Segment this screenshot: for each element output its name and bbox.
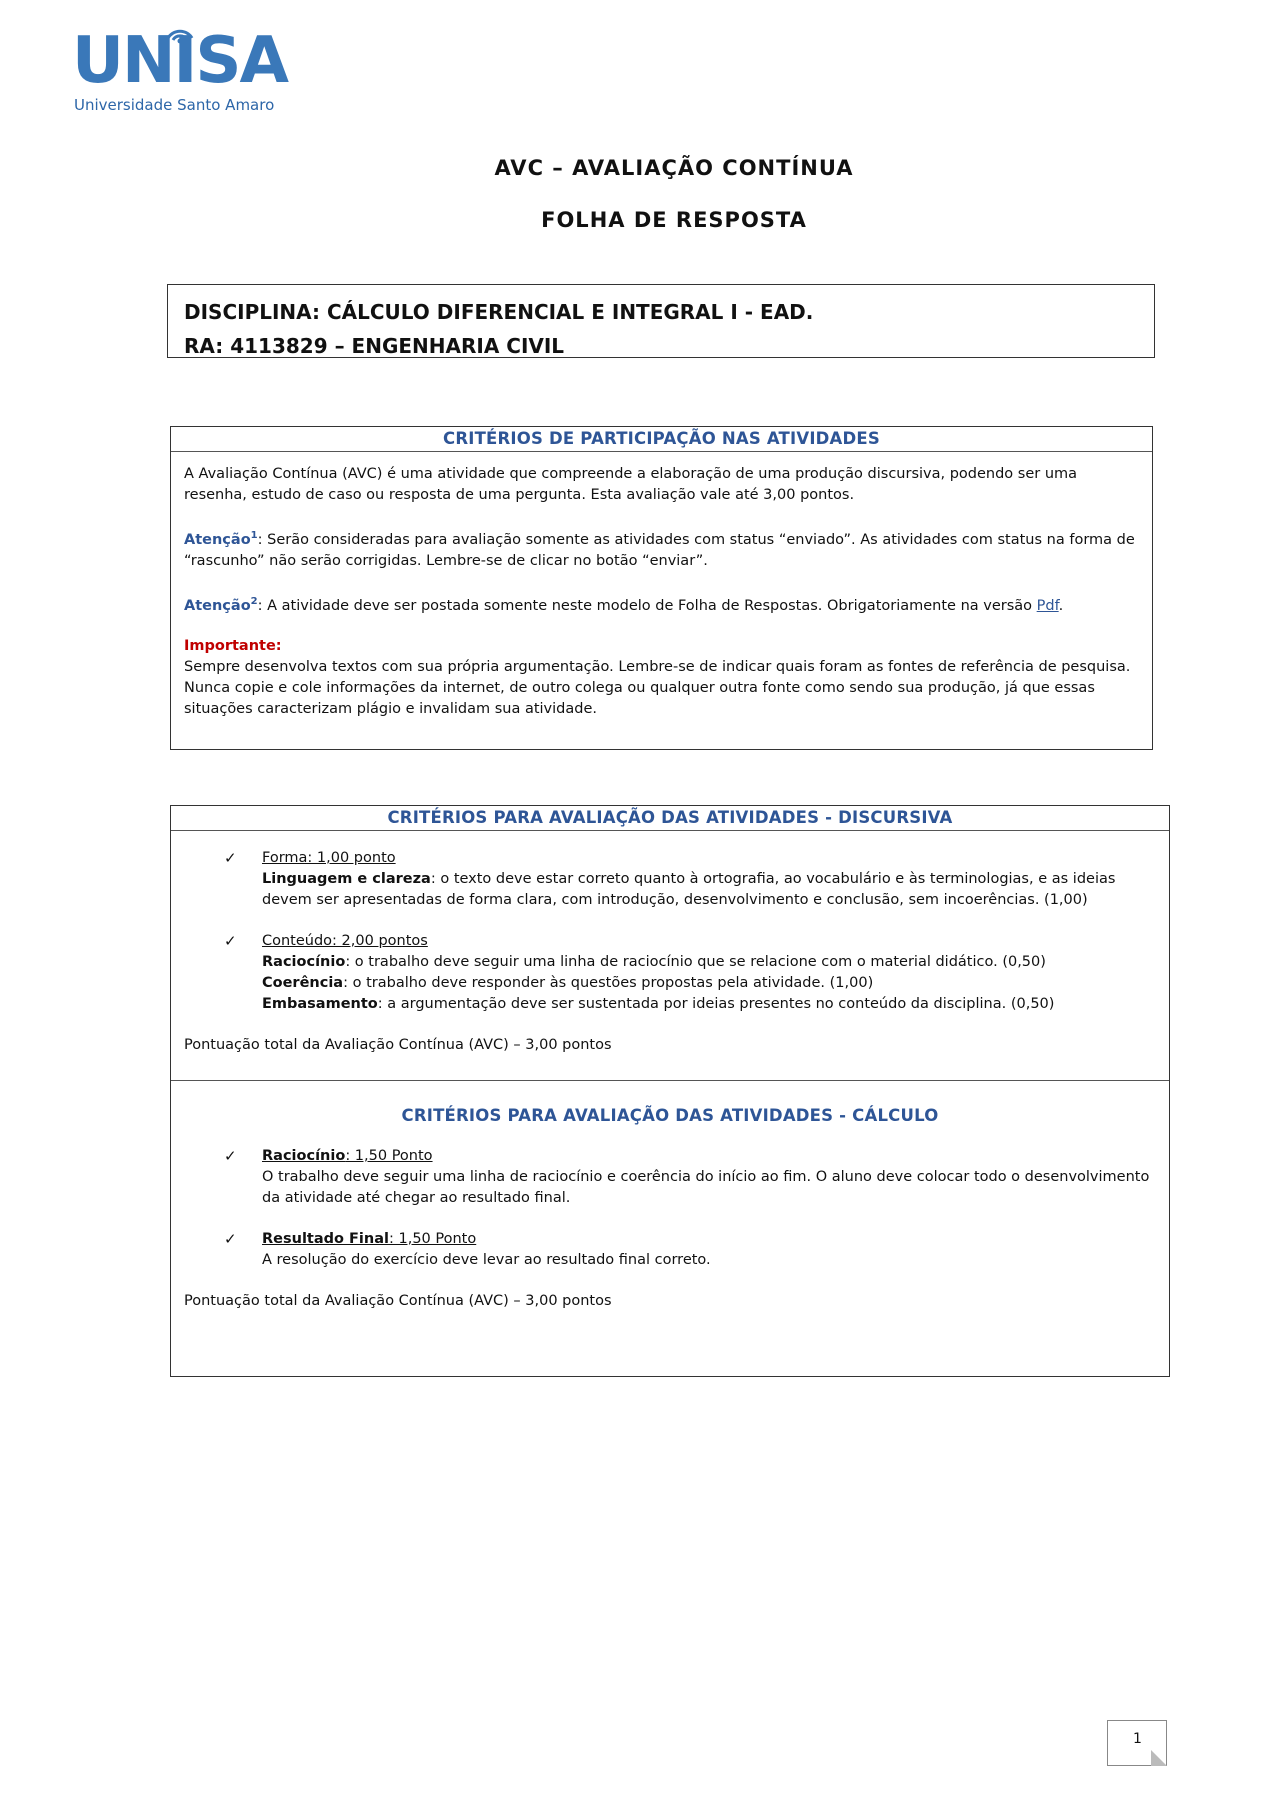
- calculation-heading: CRITÉRIOS PARA AVALIAÇÃO DAS ATIVIDADES - CÁLCULO: [401, 1106, 939, 1125]
- page-curl-icon: [1151, 1750, 1167, 1766]
- ra-line: RA: 4113829 – ENGENHARIA CIVIL: [184, 334, 565, 358]
- content-title: Conteúdo: 2,00 pontos: [262, 933, 428, 949]
- calc-result-text: A resolução do exercício deve levar ao resultado final correto.: [262, 1252, 711, 1268]
- attention-2-sup: 2: [250, 595, 258, 607]
- reasoning-label: Raciocínio: [262, 954, 346, 970]
- calc-reasoning-points: : 1,50 Ponto: [345, 1148, 433, 1164]
- calc-result-points: : 1,50 Ponto: [388, 1231, 477, 1247]
- logo-subtitle: Universidade Santo Amaro: [74, 96, 275, 114]
- attention-1: [184, 525, 1139, 572]
- criteria-intro: A Avaliação Contínua (AVC) é uma atividade que compreende a elaboração de uma produção discursiva, podendo ser uma resenha, estudo de caso ou resposta de uma pergunta. Esta avaliação vale até 3,00 pontos.: [184, 466, 1078, 503]
- calc-reasoning-text: O trabalho deve seguir uma linha de raciocínio e coerência do início ao fim. O aluno deve colocar todo o desenvolvimento da atividade até chegar ao resultado final.: [262, 1169, 1150, 1206]
- form-text: : o texto deve estar correto quanto à ortografia, ao vocabulário e às terminologias, e as ideias devem ser apresentadas de forma clara, com introdução, desenvolvimento e conclusão, sem incoerências. (1,00): [262, 871, 1116, 908]
- coherence-line: [262, 973, 1156, 994]
- evaluation-criteria-box: [170, 805, 1170, 1377]
- discursive-heading: CRITÉRIOS PARA AVALIAÇÃO DAS ATIVIDADES - DISCURSIVA: [171, 806, 1169, 831]
- page-number-box: [1107, 1720, 1167, 1766]
- calc-result-title-line: [262, 1229, 1156, 1250]
- attention-2: [184, 591, 1139, 617]
- calc-result-criterion: [184, 1229, 1156, 1271]
- logo-wordmark: UNISA: [72, 24, 287, 98]
- pdf-link[interactable]: Pdf: [1036, 597, 1059, 614]
- calc-reasoning-criterion: [184, 1146, 1156, 1209]
- calc-result-title: Resultado Final: [262, 1231, 389, 1247]
- form-criterion: [184, 848, 1156, 911]
- page-subtitle: FOLHA DE RESPOSTA: [541, 208, 807, 232]
- important-label: Importante:: [184, 637, 282, 654]
- discipline-box: [167, 284, 1155, 358]
- form-title: Forma: 1,00 ponto: [262, 850, 396, 866]
- page-number: 1: [1133, 1731, 1142, 1747]
- content-criterion: [184, 931, 1156, 1015]
- discipline-line: DISCIPLINA: CÁLCULO DIFERENCIAL E INTEGRAL I - EAD.: [184, 300, 814, 324]
- attention-1-text: : Serão consideradas para avaliação somente as atividades com status “enviado”. As atividades com status na forma de “rascunho” não serão corrigidas. Lembre-se de clicar no botão “enviar”.: [184, 531, 1135, 569]
- reasoning-line: [262, 952, 1156, 973]
- check-icon: ✓: [224, 849, 237, 867]
- form-label: Linguagem e clareza: [262, 871, 431, 887]
- coherence-text: : o trabalho deve responder às questões propostas pela atividade. (1,00): [343, 975, 874, 991]
- attention-2-label: Atenção: [184, 597, 251, 614]
- reasoning-text: : o trabalho deve seguir uma linha de raciocínio que se relacione com o material didático. (0,50): [345, 954, 1046, 970]
- participation-criteria-box: [170, 426, 1153, 750]
- coherence-label: Coerência: [262, 975, 344, 991]
- form-description: [262, 869, 1156, 911]
- check-icon: ✓: [224, 932, 237, 950]
- basis-label: Embasamento: [262, 996, 378, 1012]
- check-icon: ✓: [224, 1230, 237, 1248]
- section-divider: [171, 1080, 1169, 1081]
- important-text: Sempre desenvolva textos com sua própria argumentação. Lembre-se de indicar quais foram as fontes de referência de pesquisa. Nunca copie e cole informações da internet, de outro colega ou qualquer outra fonte como sendo sua produção, já que essas situações caracterizam plágio e invalidam sua atividade.: [184, 658, 1131, 717]
- discursive-total: Pontuação total da Avaliação Contínua (AVC) – 3,00 pontos: [184, 1037, 612, 1053]
- attention-2-text: : A atividade deve ser postada somente neste modelo de Folha de Respostas. Obrigatoriamente na versão: [257, 597, 1037, 614]
- page-title: AVC – AVALIAÇÃO CONTÍNUA: [494, 156, 854, 180]
- attention-1-sup: 1: [250, 530, 258, 541]
- calc-reasoning-title: Raciocínio: [262, 1148, 346, 1164]
- unisa-logo: [72, 16, 287, 116]
- calc-reasoning-title-line: [262, 1146, 1156, 1167]
- participation-criteria-heading: CRITÉRIOS DE PARTICIPAÇÃO NAS ATIVIDADES: [171, 427, 1152, 452]
- calculation-total: Pontuação total da Avaliação Contínua (AVC) – 3,00 pontos: [184, 1293, 612, 1309]
- basis-text: : a argumentação deve ser sustentada por ideias presentes no conteúdo da disciplina. (0,50): [377, 996, 1055, 1012]
- attention-1-label: Atenção: [184, 531, 251, 548]
- basis-line: [262, 994, 1156, 1015]
- attention-2-end: .: [1058, 597, 1064, 614]
- check-icon: ✓: [224, 1147, 237, 1165]
